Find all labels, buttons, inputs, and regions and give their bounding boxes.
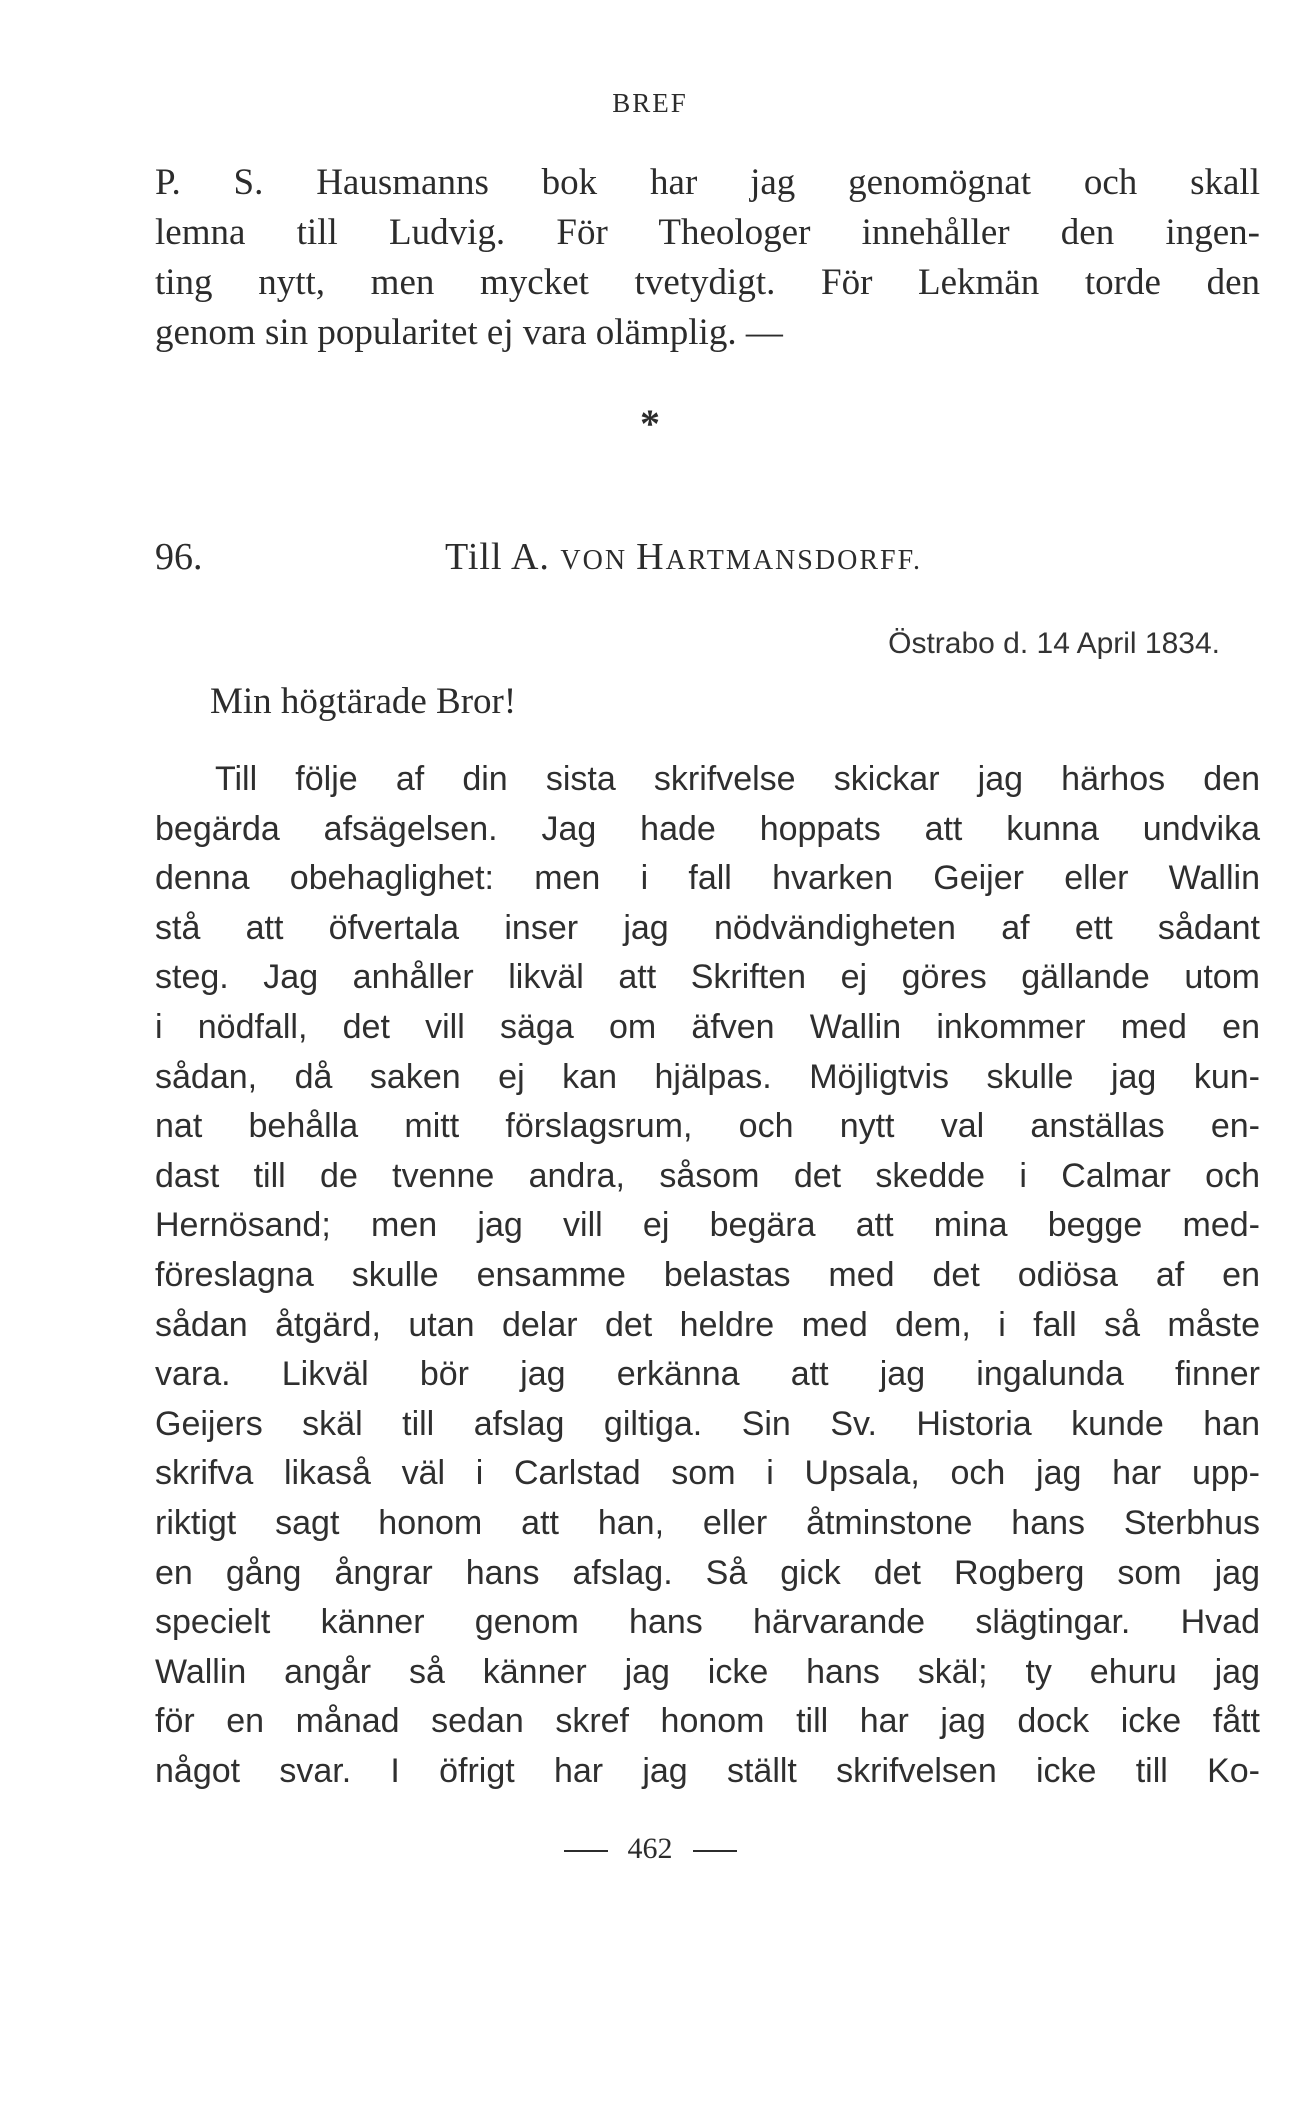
footer-dash-left	[564, 1850, 608, 1852]
postscript	[155, 158, 1260, 358]
postscript-line: ting nytt, men mycket tvetydigt. För Lekmän torde den	[155, 262, 1260, 303]
body-line: föreslagna skulle ensamme belastas med det odiösa af en	[155, 1255, 1260, 1294]
body-line: nat behålla mitt förslagsrum, och nytt val anställas en-	[155, 1107, 1260, 1146]
body-line: sådan åtgärd, utan delar det heldre med dem, i fall så måste	[155, 1305, 1260, 1344]
body-line: vara. Likväl bör jag erkänna att jag ingalunda finner	[155, 1355, 1260, 1394]
letter-dateline: Östrabo d. 14 April 1834.	[888, 627, 1220, 660]
postscript-line: P. S. Hausmanns bok har jag genomögnat och skall	[155, 162, 1260, 203]
page-number: 462	[627, 1832, 673, 1865]
recipient-name: VON HARTMANSDORFF.	[560, 536, 922, 578]
body-line: Till följe af din sista skrifvelse skickar jag härhos den	[215, 760, 1260, 798]
letter-body	[155, 755, 1260, 1796]
body-line: specielt känner genom hans härvarande slägtingar. Hvad	[155, 1603, 1260, 1642]
body-line: skrifva likaså väl i Carlstad som i Upsala, och jag har upp-	[155, 1454, 1260, 1493]
body-line: Geijers skäl till afslag giltiga. Sin Sv. Historia kunde han	[155, 1404, 1260, 1443]
body-line: något svar. I öfrigt har jag ställt skrifvelsen icke till Ko-	[155, 1751, 1260, 1790]
body-line: steg. Jag anhåller likväl att Skriften ej göres gällande utom	[155, 958, 1260, 997]
body-line: för en månad sedan skref honom till har jag dock icke fått	[155, 1702, 1260, 1741]
body-line: denna obehaglighet: men i fall hvarken Geijer eller Wallin	[155, 859, 1260, 898]
postscript-line: lemna till Ludvig. För Theologer innehåller den ingen-	[155, 212, 1260, 253]
page-footer	[0, 1832, 1300, 1866]
body-line: stå att öfvertala inser jag nödvändigheten af ett sådant	[155, 908, 1260, 947]
letter-number: 96.	[155, 536, 203, 578]
body-line: riktigt sagt honom att han, eller åtminstone hans Sterbhus	[155, 1503, 1260, 1542]
recipient-prefix: Till A.	[445, 536, 561, 578]
postscript-line: genom sin popularitet ej vara olämplig. —	[155, 312, 783, 353]
footer-dash-right	[693, 1850, 737, 1852]
body-line: begärda afsägelsen. Jag hade hoppats att kunna undvika	[155, 809, 1260, 848]
asterisk-ornament: *	[640, 401, 660, 446]
body-line: Hernösand; men jag vill ej begära att mina begge med-	[155, 1206, 1260, 1245]
body-line: sådan, då saken ej kan hjälpas. Möjligtvis skulle jag kun-	[155, 1057, 1260, 1096]
body-line: dast till de tvenne andra, såsom det skedde i Calmar och	[155, 1156, 1260, 1195]
running-header: BREF	[612, 88, 688, 118]
body-line: i nödfall, det vill säga om äfven Wallin inkommer med en	[155, 1007, 1260, 1046]
letter-salutation: Min högtärade Bror!	[210, 681, 517, 722]
body-line: en gång ångrar hans afslag. Så gick det Rogberg som jag	[155, 1553, 1260, 1592]
letter-recipient	[445, 535, 922, 579]
body-line: Wallin angår så känner jag icke hans skäl; ty ehuru jag	[155, 1652, 1260, 1691]
